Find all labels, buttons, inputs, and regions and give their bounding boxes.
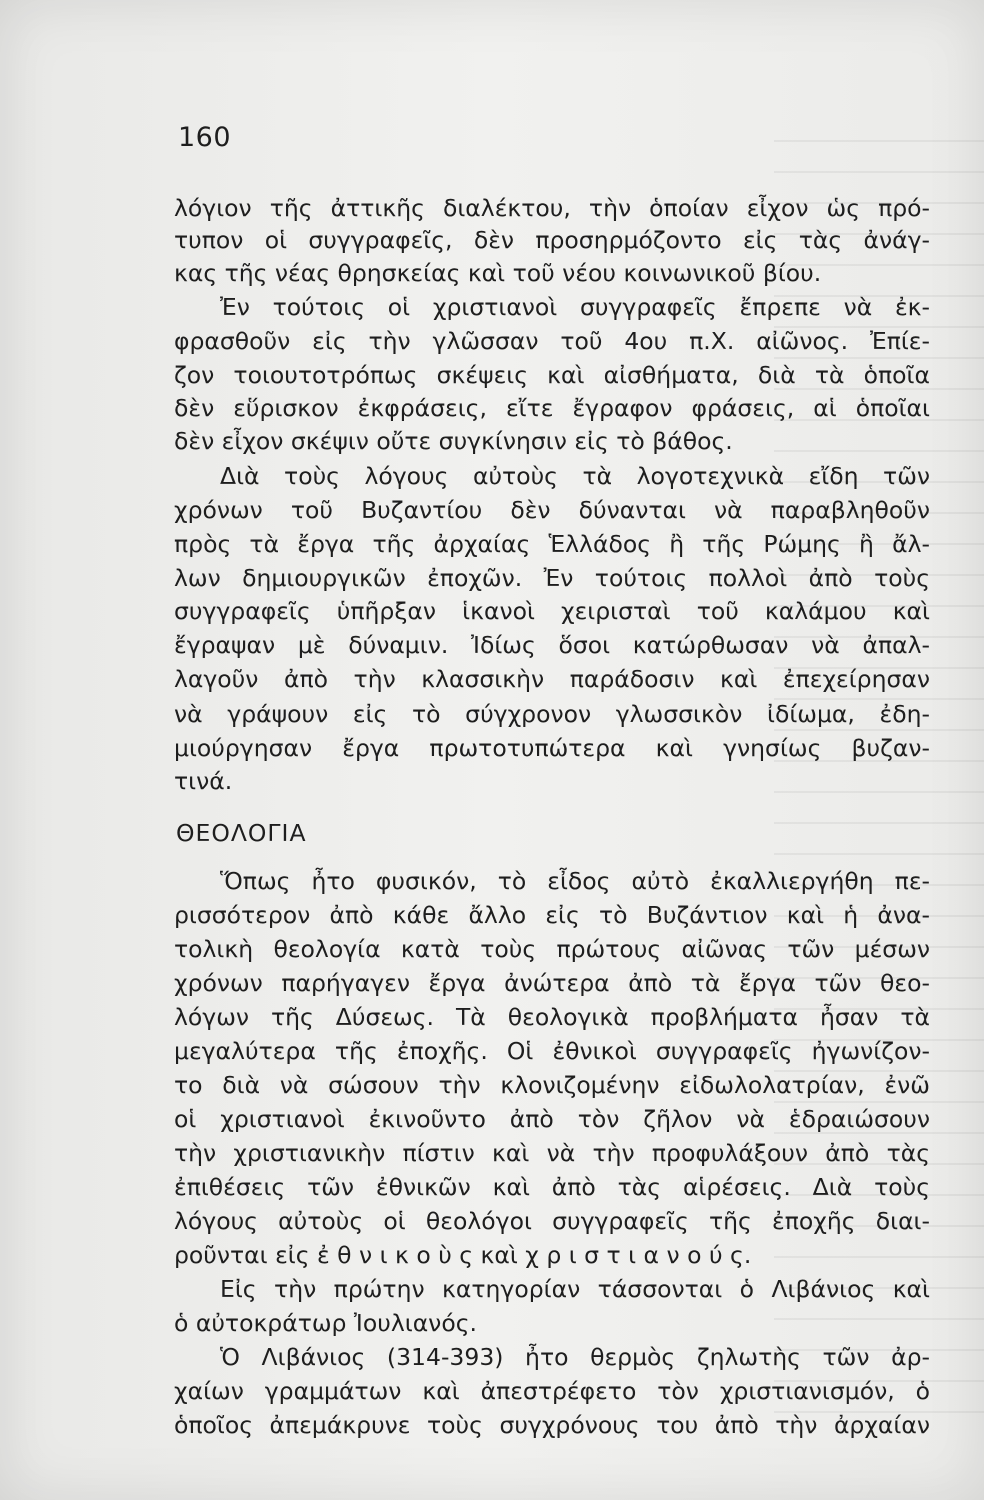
text-line: ὁ αὐτοκράτωρ Ἰουλιανός. <box>174 1309 477 1337</box>
text-line: λόγιον τῆς ἀττικῆς διαλέκτου, τὴν ὁποίαν εἶχον ὡς πρό- <box>174 194 930 222</box>
text-line: λόγων τῆς Δύσεως. Τὰ θεολογικὰ προβλήματα ἦσαν τὰ <box>174 1003 930 1031</box>
text-line: μιούργησαν ἔργα πρωτοτυπώτερα καὶ γνησίως βυζαν- <box>174 734 930 762</box>
text-line: τολικὴ θεολογία κατὰ τοὺς πρώτους αἰῶνας τῶν μέσων <box>174 935 930 963</box>
page-number: 160 <box>178 122 232 153</box>
text-line: τυπον οἱ συγγραφεῖς, δὲν προσηρμόζοντο εἰς τὰς ἀνάγ- <box>174 226 930 254</box>
text-line: ζον τοιουτοτρόπως σκέψεις καὶ αἰσθήματα, διὰ τὰ ὁποῖα <box>174 361 930 389</box>
text-line: Διὰ τοὺς λόγους αὐτοὺς τὰ λογοτεχνικὰ εἴδη τῶν <box>220 462 930 490</box>
text-line: νὰ γράψουν εἰς τὸ σύγχρονον γλωσσικὸν ἰδίωμα, ἐδη- <box>174 700 930 728</box>
text-line: λαγοῦν ἀπὸ τὴν κλασσικὴν παράδοσιν καὶ ἐπεχείρησαν <box>174 665 930 693</box>
text-line: ροῦνται εἰς ἐ θ ν ι κ ο ὺ ς καὶ χ ρ ι σ τ ι α ν ο ύ ς. <box>174 1241 752 1269</box>
text-line: χρόνων τοῦ Βυζαντίου δὲν δύνανται νὰ παραβληθοῦν <box>174 496 930 524</box>
text-line: λόγους αὐτοὺς οἱ θεολόγοι συγγραφεῖς τῆς ἐποχῆς διαι- <box>174 1207 930 1235</box>
text-line: κας τῆς νέας θρησκείας καὶ τοῦ νέου κοινωνικοῦ βίου. <box>174 259 822 287</box>
text-line: ἐπιθέσεις τῶν ἐθνικῶν καὶ ἀπὸ τὰς αἱρέσεις. Διὰ τοὺς <box>174 1173 930 1201</box>
text-line: Ἐν τούτοις οἱ χριστιανοὶ συγγραφεῖς ἔπρεπε νὰ ἐκ- <box>220 293 930 321</box>
text-line: οἱ χριστιανοὶ ἐκινοῦντο ἀπὸ τὸν ζῆλον νὰ ἑδραιώσουν <box>174 1105 930 1133</box>
text-line: ὁποῖος ἀπεμάκρυνε τοὺς συγχρόνους του ἀπὸ τὴν ἀρχαίαν <box>174 1411 930 1439</box>
text-line: ἔγραψαν μὲ δύναμιν. Ἰδίως ὅσοι κατώρθωσαν νὰ ἀπαλ- <box>174 631 930 659</box>
text-line: τινά. <box>174 767 233 795</box>
text-line: δὲν εἶχον σκέψιν οὔτε συγκίνησιν εἰς τὸ βάθος. <box>174 427 733 455</box>
text-line: φρασθοῦν εἰς τὴν γλῶσσαν τοῦ 4ου π.Χ. αἰῶνος. Ἐπίε- <box>174 327 930 355</box>
text-line: πρὸς τὰ ἔργα τῆς ἀρχαίας Ἑλλάδος ἢ τῆς Ρώμης ἢ ἄλ- <box>174 530 930 558</box>
text-line: χρόνων παρήγαγεν ἔργα ἀνώτερα ἀπὸ τὰ ἔργα τῶν θεο- <box>174 969 930 997</box>
text-line: χαίων γραμμάτων καὶ ἀπεστρέφετο τὸν χριστιανισμόν, ὁ <box>174 1377 930 1405</box>
text-line: ρισσότερον ἀπὸ κάθε ἄλλο εἰς τὸ Βυζάντιον καὶ ἡ ἀνα- <box>174 901 930 929</box>
text-line: συγγραφεῖς ὑπῆρξαν ἱκανοὶ χειρισταὶ τοῦ καλάμου καὶ <box>174 597 930 625</box>
text-line: Εἰς τὴν πρώτην κατηγορίαν τάσσονται ὁ Λιβάνιος καὶ <box>220 1275 930 1303</box>
text-line: μεγαλύτερα τῆς ἐποχῆς. Οἱ ἐθνικοὶ συγγραφεῖς ἠγωνίζον- <box>174 1037 930 1065</box>
text-line: λων δημιουργικῶν ἐποχῶν. Ἐν τούτοις πολλοὶ ἀπὸ τοὺς <box>174 564 930 592</box>
text-line: Ὅπως ἦτο φυσικόν, τὸ εἶδος αὐτὸ ἐκαλλιεργήθη πε- <box>220 867 930 895</box>
text-line: δὲν εὕρισκον ἐκφράσεις, εἴτε ἔγραφον φράσεις, αἱ ὁποῖαι <box>174 394 930 422</box>
text-line: τὴν χριστιανικὴν πίστιν καὶ νὰ τὴν προφυλάξουν ἀπὸ τὰς <box>174 1139 930 1167</box>
text-line: Ὁ Λιβάνιος (314-393) ἦτο θερμὸς ζηλωτὴς τῶν ἀρ- <box>220 1343 930 1371</box>
text-line: το διὰ νὰ σώσουν τὴν κλονιζομένην εἰδωλολατρίαν, ἐνῶ <box>174 1071 930 1099</box>
section-heading: ΘΕΟΛΟΓΙΑ <box>176 819 307 847</box>
